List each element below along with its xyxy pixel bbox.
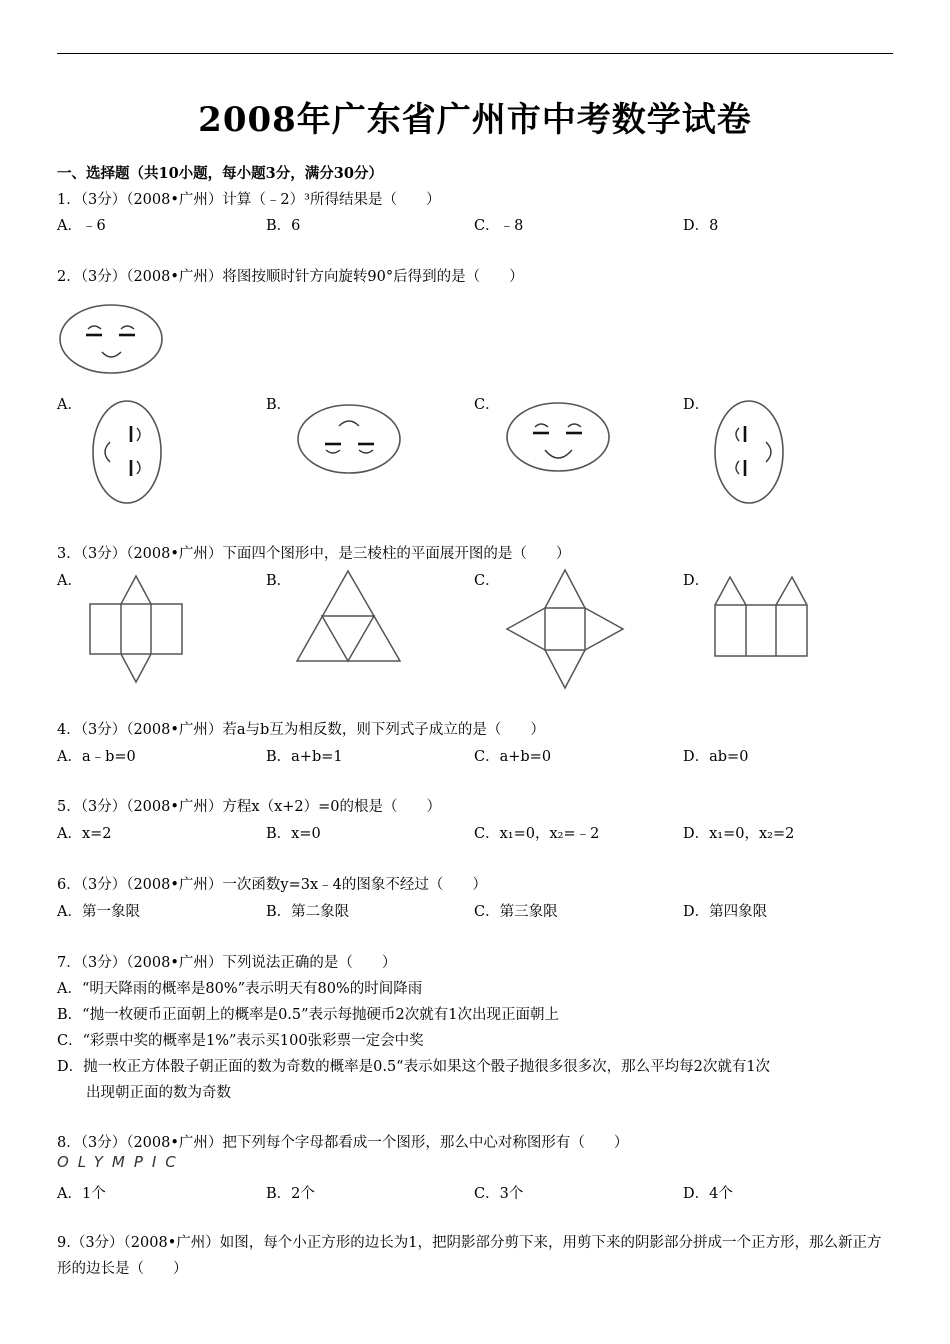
page-title: 2008年广东省广州市中考数学试卷 (198, 100, 752, 140)
q5-option-a: A．x=2 (57, 826, 112, 842)
q3-a-net-figure (88, 574, 186, 686)
question-8-stem: 8．（3分）（2008•广州）把下列每个字母都看成一个图形，那么中心对称图形有（ ） (57, 1135, 629, 1151)
q7-option-c: C．“彩票中奖的概率是1%”表示买100张彩票一定会中奖 (57, 1033, 424, 1049)
question-2-stem: 2．（3分）（2008•广州）将图按顺时针方向旋转90°后得到的是（ ） (57, 269, 524, 285)
q6-option-d: D．第四象限 (683, 904, 768, 920)
q2-c-figure (505, 400, 613, 474)
q2-face-figure (58, 302, 166, 376)
q3-c-net-figure (505, 568, 625, 690)
q3-option-b: B． (266, 573, 292, 589)
q4-option-a: A．a﹣b=0 (57, 749, 136, 765)
q8-letters-figure: OLYMPIC (57, 1153, 185, 1171)
q3-b-net-figure (295, 569, 403, 665)
q3-option-d: D． (683, 573, 710, 589)
question-9-stem: 9.（3分）（2008•广州）如图，每个小正方形的边长为1，把阴影部分剪下来，用剪下来的阴影部分拼成一个正方形，那么新正方形的边长是（ ） (57, 1235, 882, 1277)
q1-option-d: D．8 (683, 218, 719, 234)
q7-option-b: B．“抛一枚硬币正面朝上的概率是0.5”表示每抛硬币2次就有1次出现正面朝上 (57, 1007, 559, 1023)
q2-b-figure (296, 402, 404, 476)
q5-option-c: C．x₁=0，x₂=﹣2 (474, 826, 600, 842)
question-3-stem: 3．（3分）（2008•广州）下面四个图形中，是三棱柱的平面展开图的是（ ） (57, 546, 571, 562)
question-7-stem: 7．（3分）（2008•广州）下列说法正确的是（ ） (57, 955, 397, 971)
section-heading: 一、选择题（共10小题，每小题3分，满分30分） (57, 165, 383, 182)
q3-option-a: A． (57, 573, 82, 589)
q1-option-c: C．﹣8 (474, 218, 524, 234)
question-4-stem: 4．（3分）（2008•广州）若a与b互为相反数，则下列式子成立的是（ ） (57, 722, 545, 738)
q1-option-b: B．6 (266, 218, 301, 234)
q5-option-b: B．x=0 (266, 826, 321, 842)
q4-option-b: B．a+b=1 (266, 749, 343, 765)
q8-option-a: A．1个 (57, 1186, 106, 1202)
q2-option-d: D． (683, 397, 710, 413)
q2-a-figure (90, 398, 164, 506)
q7-option-a: A．“明天降雨的概率是80%”表示明天有80%的时间降雨 (57, 981, 423, 997)
q4-option-c: C．a+b=0 (474, 749, 552, 765)
q6-option-a: A．第一象限 (57, 904, 140, 920)
q7-option-d-cont: 出现朝正面的数为奇数 (86, 1085, 231, 1101)
q5-option-d: D．x₁=0，x₂=2 (683, 826, 795, 842)
question-1-stem: 1．（3分）（2008•广州）计算（﹣2）³所得结果是（ ） (57, 192, 441, 208)
question-6-stem: 6．（3分）（2008•广州）一次函数y=3x﹣4的图象不经过（ ） (57, 877, 487, 893)
q2-option-b: B． (266, 397, 292, 413)
q3-option-c: C． (474, 573, 500, 589)
q6-option-c: C．第三象限 (474, 904, 558, 920)
question-5-stem: 5．（3分）（2008•广州）方程x（x+2）=0的根是（ ） (57, 799, 442, 815)
q8-option-c: C．3个 (474, 1186, 524, 1202)
q2-d-figure (712, 398, 786, 506)
q1-option-a: A．﹣6 (57, 218, 106, 234)
q4-option-d: D．ab=0 (683, 749, 749, 765)
header-rule (57, 53, 893, 54)
q2-option-c: C． (474, 397, 500, 413)
q7-option-d: D．抛一枚正方体骰子朝正面的数为奇数的概率是0.5“表示如果这个骰子抛很多很多次，那么平均每2次就有1次 (57, 1059, 771, 1075)
q6-option-b: B．第二象限 (266, 904, 350, 920)
q3-d-net-figure (713, 575, 811, 659)
q8-option-b: B．2个 (266, 1186, 315, 1202)
q8-option-d: D．4个 (683, 1186, 733, 1202)
q2-option-a: A． (57, 397, 82, 413)
